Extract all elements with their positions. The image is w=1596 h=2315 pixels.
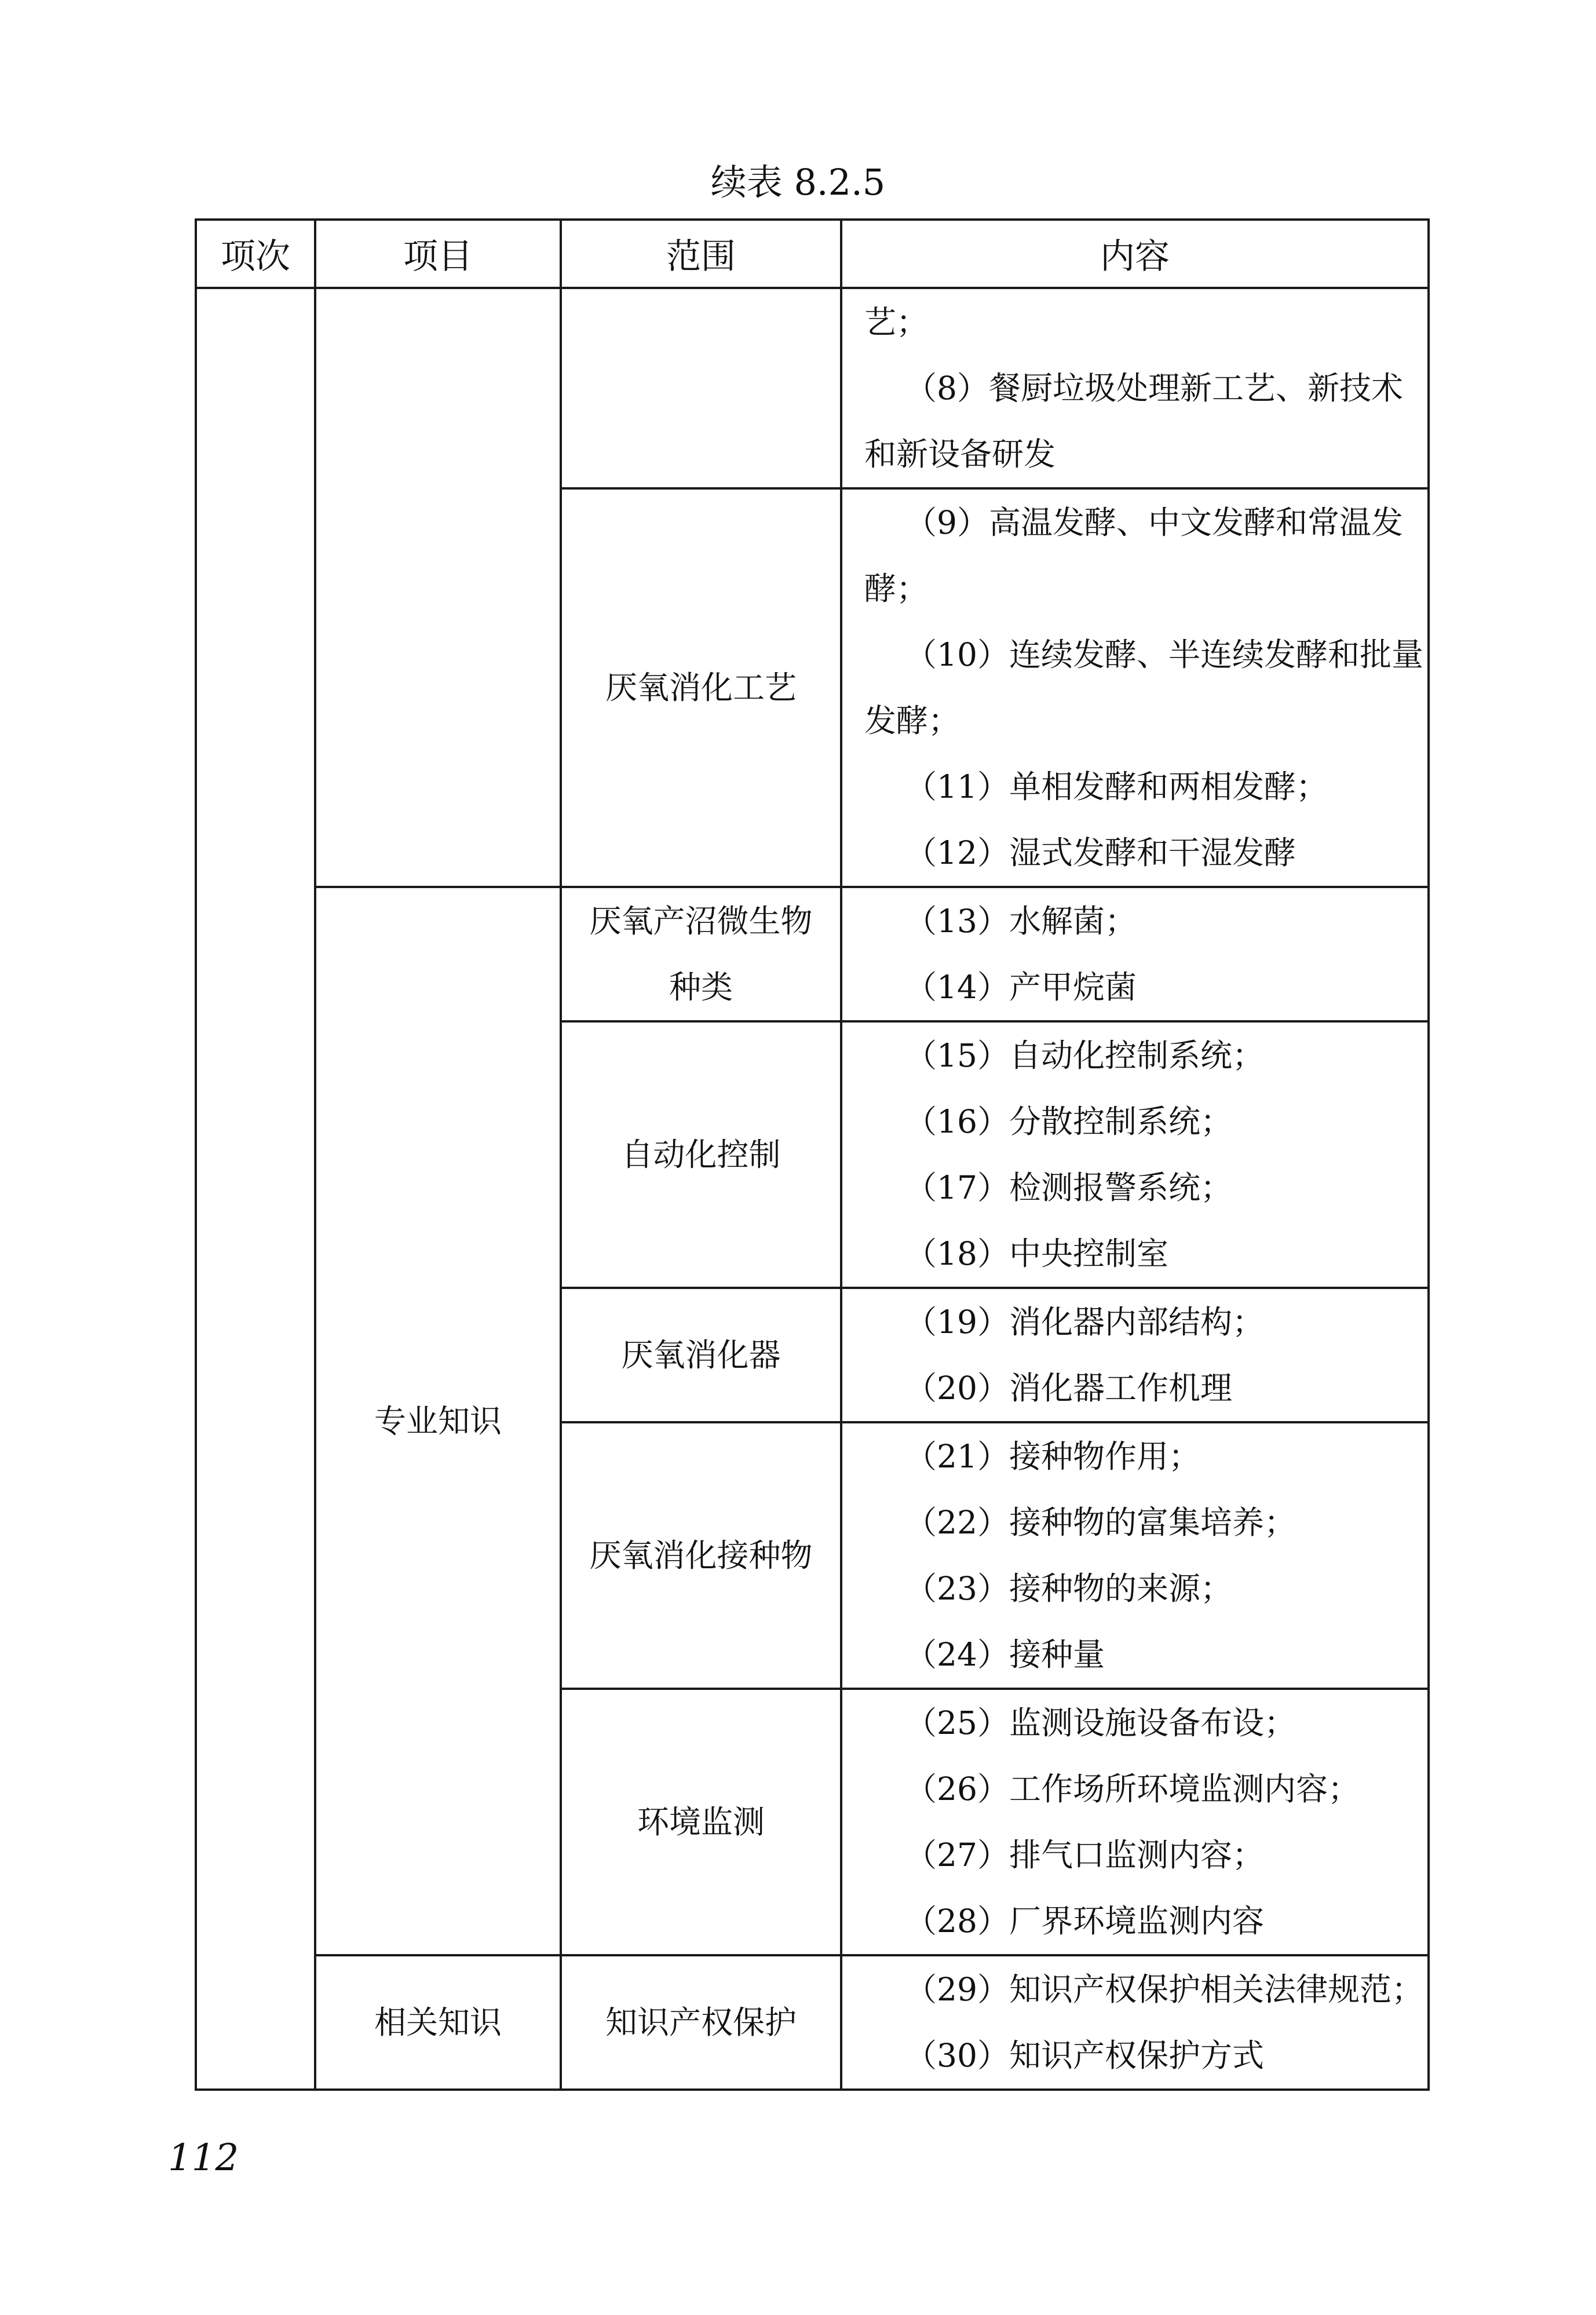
- content-line: （12）湿式发酵和干湿发酵: [905, 834, 1296, 871]
- fanwei-cell-continued: [561, 288, 841, 488]
- content-cell: [841, 1689, 1429, 1955]
- scope-zidonghua: 自动化控制: [561, 1021, 841, 1288]
- header-xiangmu: 项目: [315, 220, 561, 288]
- content-cell: [841, 488, 1429, 887]
- scope-weishengwu-line1: 厌氧产沼微生物: [589, 903, 813, 940]
- content-line: （14）产甲烷菌: [905, 969, 1137, 1006]
- content-line: （13）水解菌；: [905, 903, 1137, 940]
- content-line: （10）连续发酵、半连续发酵和批量: [905, 636, 1423, 673]
- content-line: 酵；: [864, 570, 929, 607]
- content-line: （16）分散控制系统；: [905, 1103, 1232, 1140]
- spec-table: [195, 218, 1430, 2091]
- header-neirong: 内容: [841, 220, 1429, 288]
- content-line: （22）接种物的富集培养；: [905, 1504, 1296, 1541]
- scope-weishengwu-line2: 种类: [669, 969, 733, 1006]
- scope-zhishi: 知识产权保护: [561, 1955, 841, 2090]
- project-xiangguan: 相关知识: [315, 1955, 561, 2090]
- content-line: （29）知识产权保护相关法律规范；: [905, 1971, 1423, 2008]
- content-line: 发酵；: [864, 702, 960, 739]
- scope-huanjing: 环境监测: [561, 1689, 841, 1955]
- table-row: [196, 288, 1429, 488]
- content-line: （25）监测设施设备布设；: [905, 1704, 1296, 1741]
- content-line: （8）餐厨垃圾处理新工艺、新技术: [905, 370, 1403, 407]
- table-row: [196, 1955, 1429, 2090]
- table-row: [196, 887, 1429, 1021]
- content-line: （15）自动化控制系统；: [905, 1037, 1264, 1074]
- content-line: （26）工作场所环境监测内容；: [905, 1770, 1360, 1808]
- xiangmu-cell-continued: [315, 288, 561, 887]
- content-line: 和新设备研发: [864, 436, 1056, 473]
- page-number: 112: [168, 2137, 239, 2179]
- content-line: （30）知识产权保护方式: [905, 2037, 1264, 2074]
- content-line: （27）排气口监测内容；: [905, 1836, 1264, 1874]
- content-line: （21）接种物作用；: [905, 1438, 1200, 1475]
- content-line: （23）接种物的来源；: [905, 1570, 1232, 1607]
- content-line: （19）消化器内部结构；: [905, 1303, 1264, 1341]
- xiangci-cell: [196, 288, 315, 2090]
- content-cell: [841, 1021, 1429, 1288]
- content-line: （11）单相发酵和两相发酵；: [905, 768, 1328, 805]
- scope-jiezhongwu: 厌氧消化接种物: [561, 1422, 841, 1689]
- content-cell: [841, 1422, 1429, 1689]
- scope-yanyang-gongyi: 厌氧消化工艺: [561, 488, 841, 887]
- content-cell: [841, 887, 1429, 1021]
- table-header-row: [196, 220, 1429, 288]
- header-fanwei: 范围: [561, 220, 841, 288]
- content-line: （28）厂界环境监测内容: [905, 1903, 1264, 1940]
- table-caption: 续表 8.2.5: [710, 161, 886, 203]
- content-cell: [841, 1288, 1429, 1422]
- content-line: （24）接种量: [905, 1636, 1105, 1673]
- content-cell: [841, 288, 1429, 488]
- project-zhuanye: 专业知识: [315, 887, 561, 1955]
- scope-xiaohuaqi: 厌氧消化器: [561, 1288, 841, 1422]
- header-xiangci: 项次: [196, 220, 315, 288]
- scope-weishengwu: [561, 887, 841, 1021]
- content-line: 艺；: [864, 304, 929, 341]
- content-line: （17）检测报警系统；: [905, 1169, 1232, 1206]
- content-line: （20）消化器工作机理: [905, 1370, 1232, 1407]
- content-line: （18）中央控制室: [905, 1235, 1168, 1272]
- content-line: （9）高温发酵、中文发酵和常温发: [905, 504, 1403, 541]
- content-cell: [841, 1955, 1429, 2090]
